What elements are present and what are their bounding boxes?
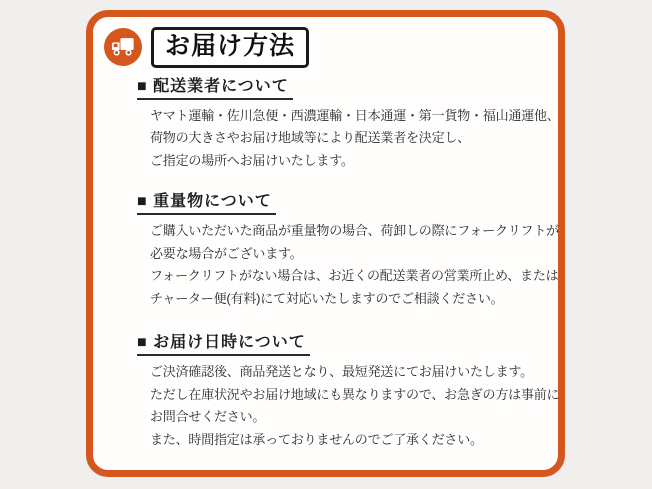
body-line: チャーター便(有料)にて対応いたしますのでご相談ください。: [150, 290, 504, 306]
section-shipping-carriers: [137, 73, 560, 173]
body-line: ご指定の場所へお届けいたします。: [150, 152, 354, 168]
section-body: [150, 361, 560, 451]
body-line: 荷物の大きさやお届け地域等により配送業者を決定し、: [150, 130, 471, 146]
panel-title: お届け方法: [151, 27, 309, 68]
section-body: [150, 105, 560, 173]
body-line: お問合せください。: [150, 409, 266, 425]
panel-header: [104, 27, 544, 68]
body-line: 必要な場合がございます。: [150, 245, 303, 261]
section-heavy-items: [137, 188, 559, 310]
panel-content: [93, 17, 558, 470]
body-line: ご決済確認後、商品発送となり、最短発送にてお届けいたします。: [150, 364, 533, 380]
body-line: ヤマト運輸・佐川急便・西濃運輸・日本通運・第一貨物・福山通運他、: [150, 107, 560, 123]
body-line: フォークリフトがない場合は、お近くの配送業者の営業所止め、または: [150, 268, 559, 284]
section-heading: ■ 配送業者について: [137, 73, 293, 100]
delivery-info-panel: [86, 10, 565, 477]
section-heading: ■ お届け日時について: [137, 329, 310, 356]
truck-icon: [104, 28, 142, 66]
body-line: ご購入いただいた商品が重量物の場合、荷卸しの際にフォークリフトが: [150, 223, 559, 239]
section-heading: ■ 重量物について: [137, 188, 276, 215]
section-delivery-datetime: [137, 329, 560, 451]
body-line: ただし在庫状況やお届け地域にも異なりますので、お急ぎの方は事前に: [150, 386, 560, 402]
body-line: また、時間指定は承っておりませんのでご了承ください。: [150, 431, 483, 447]
section-body: [150, 220, 559, 310]
